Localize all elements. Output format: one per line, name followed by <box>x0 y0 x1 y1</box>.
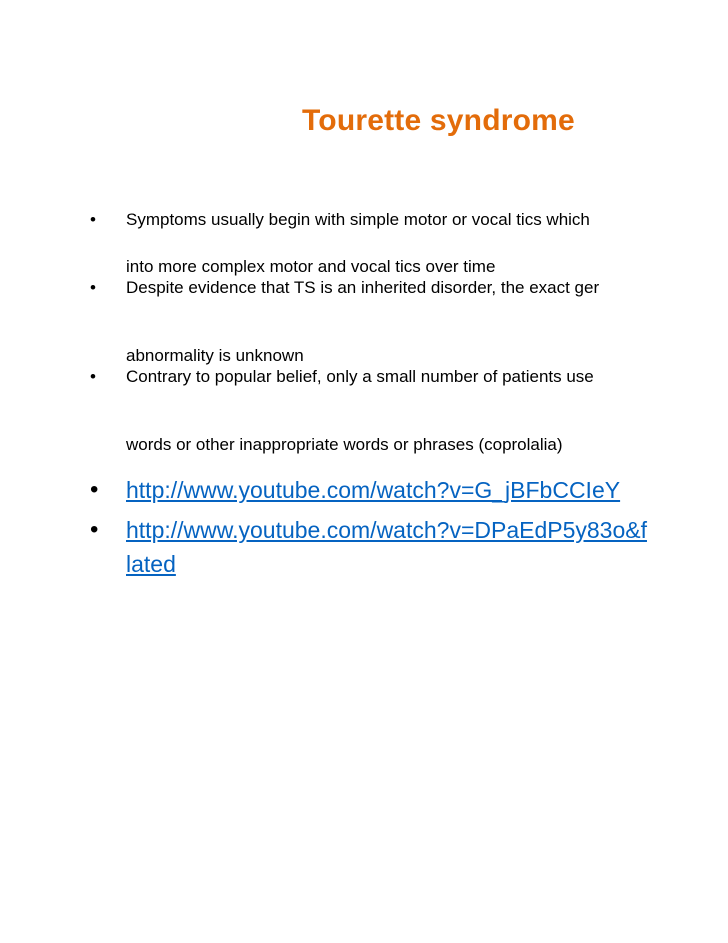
bullet-text-line: Despite evidence that TS is an inherited disorder, the exact ger <box>126 278 600 297</box>
youtube-link[interactable]: http://www.youtube.com/watch?v=G_jBFbCCIeY <box>126 477 621 503</box>
bullet-dot: • <box>90 516 99 543</box>
youtube-link-continuation[interactable]: lated <box>126 551 176 577</box>
youtube-link[interactable]: http://www.youtube.com/watch?v=DPaEdP5y83o&f <box>126 517 647 543</box>
bullet-dot: • <box>90 278 96 297</box>
bullet-text-line: abnormality is unknown <box>126 346 304 365</box>
bullet-text-line: into more complex motor and vocal tics over time <box>126 257 496 276</box>
slide-title: Tourette syndrome <box>302 104 575 137</box>
bullet-text-line: words or other inappropriate words or phrases (coprolalia) <box>126 435 563 454</box>
bullet-text-line: Contrary to popular belief, only a small number of patients use <box>126 367 594 386</box>
bullet-dot: • <box>90 210 96 229</box>
bullet-dot: • <box>90 367 96 386</box>
bullet-dot: • <box>90 476 99 503</box>
bullet-text-line: Symptoms usually begin with simple motor or vocal tics which <box>126 210 590 229</box>
